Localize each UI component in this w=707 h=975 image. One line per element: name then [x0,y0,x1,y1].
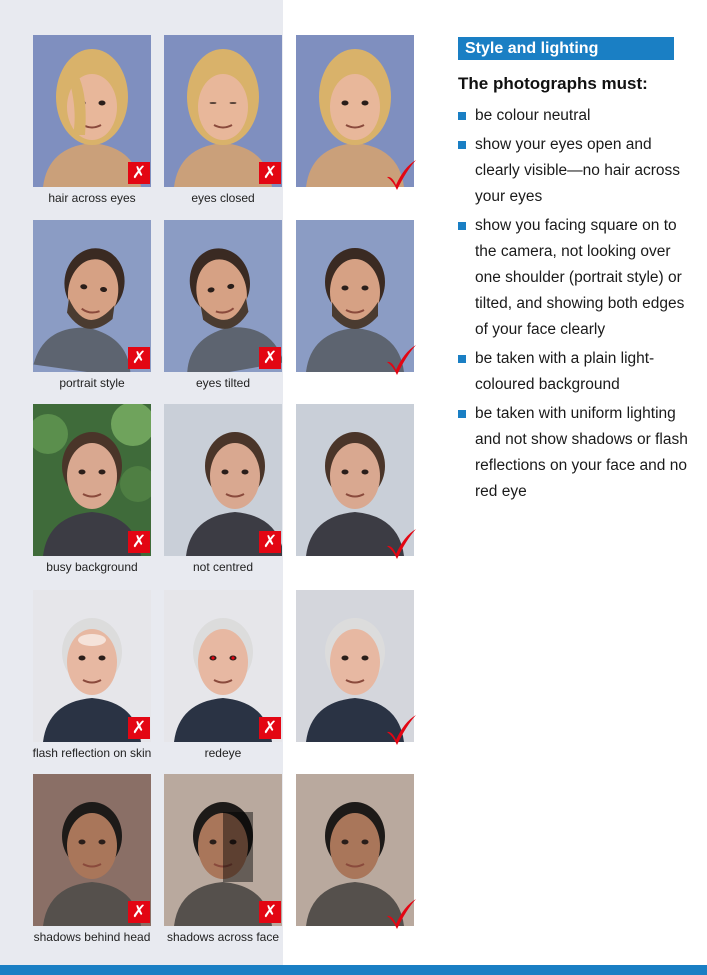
bullet-icon [458,141,466,149]
photo-caption: redeye [204,746,242,760]
correct-check-icon [384,896,418,930]
rule-text: be taken with uniform lighting and not show shadows or flash reflections on your face and no red eye [475,405,688,500]
rule-text: show your eyes open and clearly visible—no hair across your eyes [475,136,681,205]
rules-list [458,103,698,508]
incorrect-cross-icon: ✗ [128,717,150,739]
correct-check-icon [384,157,418,191]
photo-caption: hair across eyes [48,191,136,205]
incorrect-cross-icon: ✗ [128,347,150,369]
photo-caption: not centred [192,560,254,574]
rule-item [458,401,698,505]
photo-caption: flash reflection on skin [32,746,152,760]
bottom-accent-bar [0,965,707,975]
rule-item [458,103,698,129]
bullet-icon [458,222,466,230]
bullet-icon [458,355,466,363]
incorrect-cross-icon: ✗ [259,531,281,553]
incorrect-cross-icon: ✗ [259,347,281,369]
photo-caption: shadows behind head [33,930,151,944]
photo-caption: portrait style [59,376,125,390]
rule-item [458,346,698,398]
incorrect-cross-icon: ✗ [128,162,150,184]
rule-text: be taken with a plain light-coloured background [475,350,655,393]
bullet-icon [458,410,466,418]
rule-text: show you facing square on to the camera, not looking over one shoulder (portrait style) or tilted, and showing both edges of your face clearly [475,217,685,338]
incorrect-cross-icon: ✗ [259,717,281,739]
correct-check-icon [384,526,418,560]
photo-caption: shadows across face [166,930,280,944]
photo-caption: eyes tilted [195,376,251,390]
photo-caption: eyes closed [191,191,255,205]
rule-item [458,213,698,343]
correct-check-icon [384,712,418,746]
incorrect-cross-icon: ✗ [128,531,150,553]
incorrect-cross-icon: ✗ [128,901,150,923]
correct-check-icon [384,342,418,376]
incorrect-cross-icon: ✗ [259,162,281,184]
photo-caption: busy background [46,560,138,574]
rule-text: be colour neutral [475,107,591,124]
bullet-icon [458,112,466,120]
rule-item [458,132,698,210]
section-title: Style and lighting [458,37,674,60]
incorrect-cross-icon: ✗ [259,901,281,923]
intro-heading: The photographs must: [458,74,648,93]
